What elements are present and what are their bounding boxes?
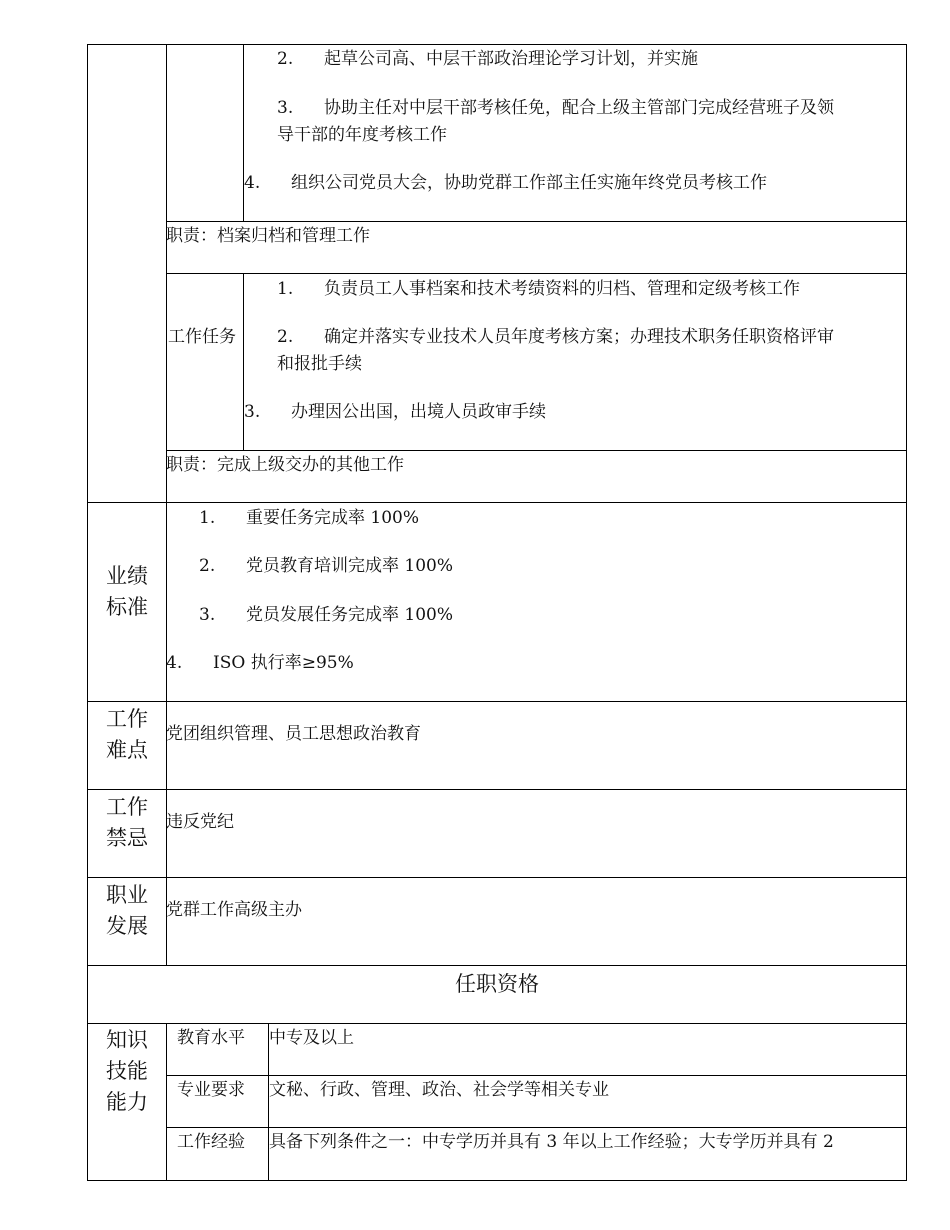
- item-text: 党员教育培训完成率 100%: [246, 556, 454, 576]
- qualification-title: 任职资格: [455, 972, 539, 996]
- qual-row-line-2: [166, 1127, 907, 1128]
- task-text: 起草公司高、中层干部政治理论学习计划，并实施: [324, 49, 698, 69]
- row-line-7: [87, 877, 907, 878]
- forbidden-text: 违反党纪: [166, 812, 234, 832]
- item-text: ISO 执行率≥95%: [213, 653, 354, 673]
- archive-task-2: [277, 324, 834, 351]
- row-line-1: [166, 221, 907, 222]
- row-line-2: [166, 273, 907, 274]
- performance-item-3: [199, 602, 453, 629]
- task-text: 确定并落实专业技术人员年度考核方案；办理技术职务任职资格评审: [324, 327, 834, 347]
- row-line-5: [87, 701, 907, 702]
- row-line-8: [87, 965, 907, 966]
- archive-task-1: [277, 276, 800, 303]
- list-number: 1.: [199, 508, 216, 528]
- top-task-3: [277, 95, 834, 122]
- list-number: 3.: [277, 98, 294, 118]
- performance-label: 业绩标准: [106, 564, 148, 619]
- qual-row-line-1: [166, 1075, 907, 1076]
- list-number: 2.: [277, 327, 294, 347]
- list-number: 4.: [244, 173, 261, 193]
- difficulty-text: 党团组织管理、员工思想政治教育: [166, 724, 421, 744]
- qual-col-divider-1: [166, 1023, 167, 1181]
- qual-key-experience: 工作经验: [177, 1132, 245, 1152]
- list-number: 2.: [199, 556, 216, 576]
- list-number: 2.: [277, 49, 294, 69]
- performance-item-1: [199, 505, 419, 532]
- qual-value-experience: 具备下列条件之一：中专学历并具有 3 年以上工作经验；大专学历并具有 2: [269, 1132, 834, 1152]
- archive-task-3: [244, 399, 546, 426]
- qualification-label: 知识技能能力: [106, 1028, 148, 1114]
- task-text: 组织公司党员大会，协助党群工作部主任实施年终党员考核工作: [291, 173, 767, 193]
- performance-item-4: [166, 650, 354, 677]
- list-number: 3.: [244, 402, 261, 422]
- task-label: 工作任务: [168, 327, 236, 347]
- career-text: 党群工作高级主办: [166, 900, 302, 920]
- qual-key-major: 专业要求: [177, 1080, 245, 1100]
- other-duty-label: 职责：完成上级交办的其他工作: [166, 455, 404, 475]
- forbidden-label: 工作禁忌: [106, 795, 148, 850]
- qual-key-education: 教育水平: [177, 1028, 245, 1048]
- list-number: 1.: [277, 279, 294, 299]
- task-text: 协助主任对中层干部考核任免，配合上级主管部门完成经营班子及领: [324, 98, 834, 118]
- archive-duty-label: 职责：档案归档和管理工作: [166, 226, 370, 246]
- item-text: 重要任务完成率 100%: [246, 508, 420, 528]
- row-line-4: [87, 502, 907, 503]
- archive-task-2-cont: 和报批手续: [277, 354, 362, 374]
- row-line-9: [87, 1023, 907, 1024]
- row-line-3: [166, 450, 907, 451]
- top-task-3-cont: 导干部的年度考核工作: [277, 125, 447, 145]
- qual-value-education: 中专及以上: [269, 1028, 354, 1048]
- row-line-6: [87, 789, 907, 790]
- top-task-2: [277, 46, 698, 73]
- performance-item-2: [199, 553, 453, 580]
- list-number: 3.: [199, 605, 216, 625]
- career-label: 职业发展: [106, 883, 148, 938]
- list-number: 4.: [166, 653, 183, 673]
- qual-value-major: 文秘、行政、管理、政治、社会学等相关专业: [269, 1080, 609, 1100]
- task-text: 办理因公出国，出境人员政审手续: [291, 402, 546, 422]
- item-text: 党员发展任务完成率 100%: [246, 605, 454, 625]
- task-text: 负责员工人事档案和技术考绩资料的归档、管理和定级考核工作: [324, 279, 800, 299]
- difficulty-label: 工作难点: [106, 707, 148, 762]
- top-task-4: [244, 170, 767, 197]
